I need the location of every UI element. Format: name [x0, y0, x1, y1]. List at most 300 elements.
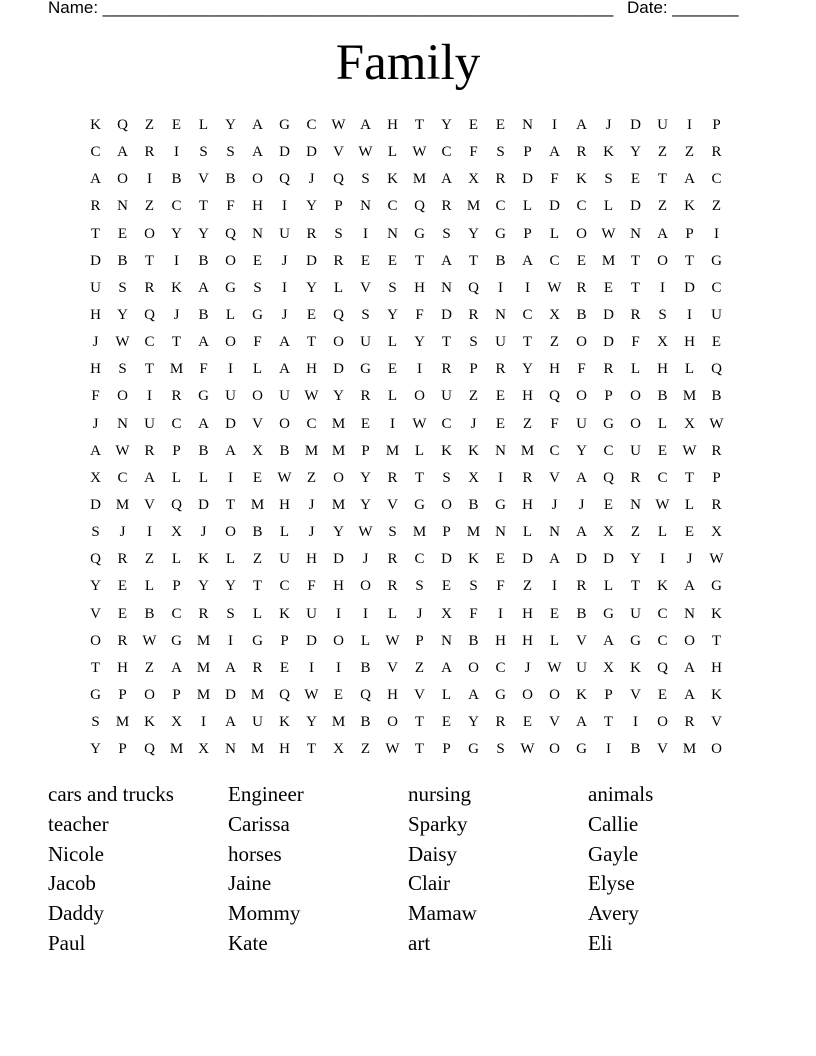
- grid-letter: G: [198, 388, 209, 405]
- grid-letter: E: [252, 469, 263, 486]
- grid-letter: W: [682, 442, 697, 459]
- name-field-label: Name: ______________________________________________________: [48, 0, 614, 17]
- grid-letter: L: [198, 469, 209, 486]
- grid-letter: G: [279, 117, 290, 133]
- grid-letter: B: [360, 659, 371, 676]
- grid-letter: Q: [333, 306, 344, 323]
- grid-letter: L: [171, 469, 182, 486]
- grid-letter: F: [253, 334, 262, 351]
- grid-letter: M: [520, 442, 535, 459]
- grid-letter: N: [630, 225, 641, 242]
- word-bank-item: Sparky: [408, 811, 468, 836]
- grid-letter: H: [522, 605, 533, 622]
- grid-letter: L: [630, 361, 641, 378]
- grid-letter: O: [333, 334, 344, 351]
- grid-letter: M: [682, 388, 697, 405]
- grid-letter: T: [441, 334, 452, 351]
- grid-letter: I: [633, 714, 638, 731]
- grid-letter: H: [306, 551, 317, 568]
- grid-letter: M: [115, 714, 130, 731]
- grid-letter: C: [171, 198, 182, 215]
- grid-letter: R: [522, 469, 533, 486]
- grid-letter: V: [549, 714, 560, 731]
- grid-letter: U: [252, 714, 263, 731]
- grid-letter: D: [333, 361, 344, 378]
- grid-letter: L: [549, 632, 560, 649]
- word-bank-item: Mommy: [228, 901, 301, 926]
- grid-letter: E: [333, 686, 344, 703]
- grid-letter: I: [606, 741, 611, 758]
- grid-letter: D: [198, 496, 209, 513]
- grid-letter: X: [549, 306, 560, 323]
- grid-letter: T: [630, 578, 641, 595]
- grid-letter: F: [91, 388, 100, 405]
- grid-letter: H: [333, 578, 344, 595]
- grid-letter: M: [331, 496, 346, 513]
- grid-letter: G: [90, 686, 101, 703]
- grid-letter: A: [144, 469, 155, 486]
- grid-letter: S: [469, 578, 478, 595]
- grid-letter: A: [225, 442, 236, 459]
- grid-letter: D: [603, 334, 614, 351]
- grid-letter: N: [522, 117, 533, 133]
- grid-letter: P: [361, 442, 370, 459]
- grid-letter: R: [711, 442, 722, 459]
- grid-letter: T: [630, 279, 641, 296]
- grid-letter: R: [117, 551, 128, 568]
- grid-letter: Q: [468, 279, 479, 296]
- grid-letter: Z: [306, 469, 317, 486]
- grid-letter: S: [91, 524, 100, 541]
- grid-letter: E: [522, 714, 533, 731]
- grid-letter: K: [468, 551, 479, 568]
- grid-letter: L: [684, 496, 695, 513]
- grid-letter: W: [601, 225, 616, 242]
- grid-letter: R: [495, 171, 506, 188]
- grid-letter: T: [90, 225, 101, 242]
- grid-letter: L: [279, 524, 290, 541]
- word-bank-item: Avery: [588, 901, 639, 926]
- grid-letter: A: [279, 361, 290, 378]
- grid-letter: P: [118, 686, 127, 703]
- grid-letter: S: [226, 605, 235, 622]
- grid-letter: W: [358, 524, 373, 541]
- grid-letter: K: [279, 605, 290, 622]
- grid-letter: E: [711, 334, 722, 351]
- grid-letter: D: [90, 496, 101, 513]
- grid-letter: E: [495, 551, 506, 568]
- grid-letter: A: [252, 117, 263, 133]
- grid-letter: E: [360, 415, 371, 432]
- grid-letter: A: [549, 551, 560, 568]
- grid-letter: M: [250, 496, 265, 513]
- grid-letter: H: [522, 496, 533, 513]
- grid-letter: I: [498, 469, 503, 486]
- grid-letter: F: [469, 605, 478, 622]
- grid-letter: L: [441, 686, 452, 703]
- grid-letter: K: [603, 144, 614, 161]
- grid-letter: M: [412, 524, 427, 541]
- grid-letter: H: [657, 361, 668, 378]
- grid-letter: Q: [117, 117, 128, 133]
- grid-letter: I: [363, 605, 368, 622]
- grid-letter: U: [576, 659, 587, 676]
- grid-letter: G: [603, 605, 614, 622]
- grid-letter: M: [466, 524, 481, 541]
- grid-letter: Z: [414, 659, 425, 676]
- grid-letter: J: [119, 524, 126, 541]
- grid-letter: U: [279, 551, 290, 568]
- grid-letter: A: [549, 144, 560, 161]
- grid-letter: F: [550, 415, 559, 432]
- grid-letter: N: [684, 605, 695, 622]
- grid-letter: Z: [549, 334, 560, 351]
- grid-letter: Z: [144, 198, 155, 215]
- grid-letter: P: [604, 388, 613, 405]
- grid-letter: M: [682, 741, 697, 758]
- grid-letter: P: [334, 198, 343, 215]
- grid-letter: O: [387, 714, 398, 731]
- word-bank: [48, 780, 768, 959]
- grid-letter: K: [630, 659, 641, 676]
- grid-letter: S: [496, 741, 505, 758]
- grid-letter: N: [441, 279, 452, 296]
- grid-letter: P: [442, 741, 451, 758]
- grid-letter: O: [657, 714, 668, 731]
- grid-letter: L: [603, 578, 614, 595]
- grid-letter: Z: [522, 578, 533, 595]
- grid-letter: W: [115, 442, 130, 459]
- grid-letter: G: [576, 741, 587, 758]
- grid-letter: G: [171, 632, 182, 649]
- grid-letter: Y: [198, 578, 209, 595]
- grid-letter: A: [684, 659, 695, 676]
- grid-letter: P: [442, 524, 451, 541]
- grid-letter: Z: [711, 198, 722, 215]
- grid-letter: E: [495, 117, 506, 133]
- grid-letter: T: [711, 632, 722, 649]
- grid-letter: H: [387, 686, 398, 703]
- grid-letter: D: [630, 198, 641, 215]
- grid-letter: O: [252, 171, 263, 188]
- grid-letter: B: [576, 605, 587, 622]
- grid-letter: Y: [171, 225, 182, 242]
- word-bank-item: Daddy: [48, 901, 104, 926]
- grid-letter: Y: [225, 117, 236, 133]
- grid-letter: E: [495, 388, 506, 405]
- grid-letter: I: [174, 252, 179, 269]
- grid-letter: M: [331, 714, 346, 731]
- word-bank-item: Callie: [588, 811, 639, 836]
- word-bank-item: cars and trucks: [48, 782, 174, 806]
- grid-letter: I: [228, 469, 233, 486]
- grid-letter: V: [630, 686, 641, 703]
- grid-letter: F: [496, 578, 505, 595]
- grid-letter: U: [711, 306, 722, 323]
- grid-letter: K: [198, 551, 209, 568]
- grid-letter: E: [360, 252, 371, 269]
- grid-letter: J: [605, 117, 612, 133]
- grid-letter: W: [277, 469, 292, 486]
- grid-letter: W: [709, 551, 724, 568]
- grid-letter: Y: [225, 578, 236, 595]
- grid-letter: R: [360, 388, 371, 405]
- grid-letter: H: [711, 659, 722, 676]
- grid-letter: T: [657, 171, 668, 188]
- grid-letter: B: [198, 306, 209, 323]
- grid-letter: W: [412, 144, 427, 161]
- grid-letter: Y: [90, 578, 101, 595]
- word-bank-item: art: [408, 930, 431, 955]
- grid-letter: S: [442, 225, 451, 242]
- grid-letter: T: [630, 252, 641, 269]
- grid-letter: M: [385, 442, 400, 459]
- grid-letter: L: [603, 198, 614, 215]
- grid-letter: F: [199, 361, 208, 378]
- grid-letter: O: [441, 496, 452, 513]
- grid-letter: G: [495, 225, 506, 242]
- grid-letter: E: [117, 225, 128, 242]
- grid-letter: C: [711, 279, 722, 296]
- grid-letter: K: [711, 605, 722, 622]
- grid-letter: G: [711, 578, 722, 595]
- grid-letter: F: [631, 334, 640, 351]
- grid-letter: O: [225, 524, 236, 541]
- grid-letter: I: [525, 279, 530, 296]
- grid-letter: K: [387, 171, 398, 188]
- grid-letter: S: [658, 306, 667, 323]
- grid-letter: Y: [90, 741, 101, 758]
- grid-letter: R: [711, 144, 722, 161]
- grid-letter: C: [657, 605, 668, 622]
- grid-letter: L: [387, 605, 398, 622]
- grid-letter: R: [387, 469, 398, 486]
- grid-letter: Y: [441, 117, 452, 133]
- grid-letter: X: [252, 442, 263, 459]
- grid-letter: T: [171, 334, 182, 351]
- grid-letter: U: [90, 279, 101, 296]
- grid-letter: L: [144, 578, 155, 595]
- grid-letter: D: [522, 551, 533, 568]
- grid-letter: M: [196, 686, 211, 703]
- grid-letter: Y: [360, 469, 371, 486]
- grid-letter: J: [200, 524, 207, 541]
- word-bank-item: Paul: [48, 930, 86, 955]
- grid-letter: N: [360, 198, 371, 215]
- grid-letter: W: [142, 632, 157, 649]
- grid-letter: S: [469, 334, 478, 351]
- grid-letter: D: [333, 551, 344, 568]
- grid-letter: A: [90, 442, 101, 459]
- grid-letter: T: [684, 469, 695, 486]
- worksheet-header: [48, 0, 748, 19]
- grid-letter: X: [90, 469, 101, 486]
- grid-letter: C: [117, 469, 128, 486]
- grid-letter: H: [90, 361, 101, 378]
- grid-letter: F: [577, 361, 586, 378]
- grid-letter: A: [441, 171, 452, 188]
- grid-letter: E: [684, 524, 695, 541]
- grid-letter: J: [281, 252, 288, 269]
- grid-letter: U: [441, 388, 452, 405]
- grid-letter: V: [711, 714, 722, 731]
- grid-letter: J: [281, 306, 288, 323]
- grid-letter: D: [441, 306, 452, 323]
- grid-letter: G: [252, 306, 263, 323]
- grid-letter: J: [470, 415, 477, 432]
- grid-letter: T: [414, 714, 425, 731]
- grid-letter: Y: [306, 198, 317, 215]
- grid-letter: P: [604, 686, 613, 703]
- grid-letter: C: [657, 469, 668, 486]
- grid-letter: R: [387, 578, 398, 595]
- letter-grid: [82, 112, 730, 763]
- grid-letter: A: [657, 225, 668, 242]
- grid-letter: F: [307, 578, 316, 595]
- grid-letter: I: [201, 714, 206, 731]
- grid-letter: R: [495, 714, 506, 731]
- grid-letter: L: [657, 415, 668, 432]
- grid-letter: I: [228, 361, 233, 378]
- grid-letter: Y: [198, 225, 209, 242]
- grid-letter: J: [308, 171, 315, 188]
- grid-letter: E: [171, 117, 182, 133]
- grid-letter: V: [144, 496, 155, 513]
- grid-letter: E: [387, 361, 398, 378]
- word-bank-item: Kate: [228, 930, 268, 955]
- grid-letter: B: [279, 442, 290, 459]
- grid-letter: I: [498, 605, 503, 622]
- grid-letter: S: [253, 279, 262, 296]
- grid-letter: I: [714, 225, 719, 242]
- grid-letter: C: [495, 659, 506, 676]
- grid-letter: B: [495, 252, 506, 269]
- grid-letter: Y: [576, 442, 587, 459]
- grid-letter: Y: [387, 306, 398, 323]
- grid-letter: L: [549, 225, 560, 242]
- grid-letter: P: [172, 442, 181, 459]
- grid-letter: H: [522, 632, 533, 649]
- grid-letter: I: [336, 659, 341, 676]
- grid-letter: C: [711, 171, 722, 188]
- grid-letter: X: [171, 524, 182, 541]
- grid-letter: G: [603, 415, 614, 432]
- grid-letter: H: [306, 361, 317, 378]
- grid-letter: C: [171, 415, 182, 432]
- grid-letter: O: [252, 388, 263, 405]
- grid-letter: S: [118, 361, 127, 378]
- grid-letter: U: [630, 442, 641, 459]
- grid-letter: Q: [225, 225, 236, 242]
- grid-letter: Z: [657, 198, 668, 215]
- grid-letter: G: [630, 632, 641, 649]
- grid-letter: I: [174, 144, 179, 161]
- grid-letter: A: [468, 686, 479, 703]
- grid-letter: Q: [414, 198, 425, 215]
- grid-letter: J: [308, 496, 315, 513]
- grid-letter: A: [576, 117, 587, 133]
- grid-letter: G: [495, 496, 506, 513]
- grid-letter: D: [279, 144, 290, 161]
- grid-letter: L: [252, 605, 263, 622]
- grid-letter: Y: [414, 334, 425, 351]
- grid-letter: U: [360, 334, 371, 351]
- grid-letter: M: [115, 496, 130, 513]
- grid-letter: O: [576, 388, 587, 405]
- grid-letter: D: [684, 279, 695, 296]
- grid-letter: T: [414, 252, 425, 269]
- grid-letter: Z: [657, 144, 668, 161]
- grid-letter: A: [576, 714, 587, 731]
- grid-letter: A: [90, 171, 101, 188]
- grid-letter: E: [117, 578, 128, 595]
- grid-letter: L: [360, 632, 371, 649]
- grid-letter: R: [387, 551, 398, 568]
- grid-letter: V: [549, 469, 560, 486]
- grid-letter: L: [171, 551, 182, 568]
- grid-letter: R: [630, 306, 641, 323]
- grid-letter: P: [118, 741, 127, 758]
- grid-letter: E: [576, 252, 587, 269]
- grid-letter: J: [686, 551, 693, 568]
- grid-letter: K: [441, 442, 452, 459]
- grid-letter: E: [468, 117, 479, 133]
- grid-letter: W: [304, 388, 319, 405]
- grid-letter: C: [441, 415, 452, 432]
- grid-letter: S: [496, 144, 505, 161]
- grid-letter: E: [603, 279, 614, 296]
- grid-letter: U: [225, 388, 236, 405]
- grid-letter: E: [657, 442, 668, 459]
- grid-letter: C: [603, 442, 614, 459]
- grid-letter: A: [171, 659, 182, 676]
- grid-letter: P: [172, 578, 181, 595]
- grid-letter: I: [687, 306, 692, 323]
- grid-letter: B: [360, 714, 371, 731]
- grid-letter: X: [468, 171, 479, 188]
- grid-letter: L: [333, 279, 344, 296]
- grid-letter: O: [414, 388, 425, 405]
- grid-letter: A: [441, 659, 452, 676]
- grid-letter: X: [711, 524, 722, 541]
- word-bank-item: Clair: [408, 871, 450, 896]
- grid-letter: S: [442, 469, 451, 486]
- grid-letter: I: [228, 632, 233, 649]
- word-bank-item: Nicole: [48, 841, 104, 866]
- grid-letter: I: [498, 279, 503, 296]
- grid-letter: A: [441, 252, 452, 269]
- grid-letter: R: [198, 605, 209, 622]
- grid-letter: S: [361, 306, 370, 323]
- grid-letter: K: [468, 442, 479, 459]
- grid-letter: W: [547, 659, 562, 676]
- grid-letter: B: [171, 171, 182, 188]
- grid-letter: N: [495, 524, 506, 541]
- grid-letter: I: [552, 578, 557, 595]
- grid-letter: O: [549, 741, 560, 758]
- grid-letter: Y: [630, 551, 641, 568]
- grid-letter: C: [306, 415, 317, 432]
- grid-letter: D: [441, 551, 452, 568]
- grid-letter: T: [522, 334, 533, 351]
- grid-letter: O: [360, 578, 371, 595]
- grid-letter: O: [144, 686, 155, 703]
- grid-letter: R: [90, 198, 101, 215]
- grid-letter: S: [388, 524, 397, 541]
- grid-letter: P: [469, 361, 478, 378]
- grid-letter: K: [657, 578, 668, 595]
- grid-letter: C: [414, 551, 425, 568]
